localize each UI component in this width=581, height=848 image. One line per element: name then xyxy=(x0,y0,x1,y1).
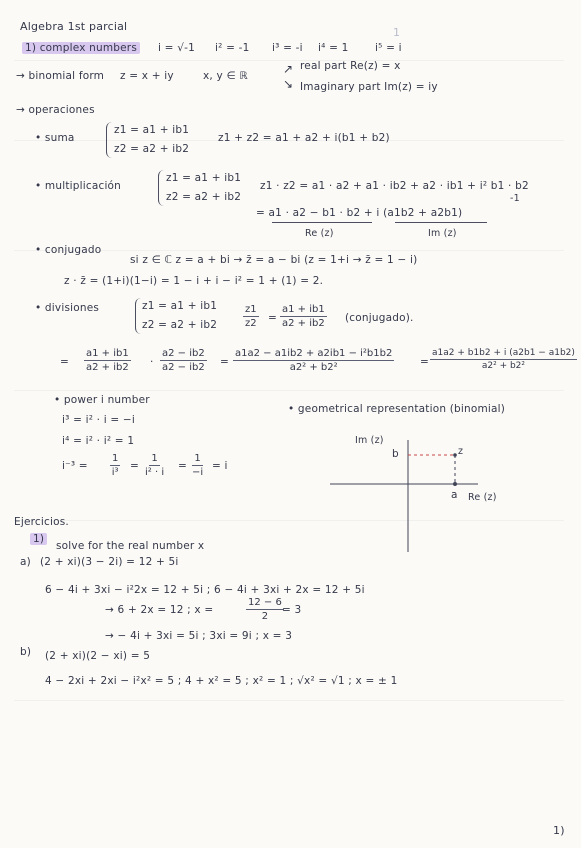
brace xyxy=(158,170,164,206)
ruled-line xyxy=(14,390,564,391)
binomial-label: → binomial form xyxy=(16,70,105,82)
fraction-numerator: 12 − 6 xyxy=(248,597,282,608)
fraction-numerator: 1 xyxy=(112,453,119,464)
mult-z1: z1 = a1 + ib1 xyxy=(166,172,242,184)
conjugate-example: z · z̄ = (1+i)(1−i) = 1 − i + i − i² = 1 + (1) = 2. xyxy=(64,275,324,287)
imaginary-axis-label: Im (z) xyxy=(355,435,384,446)
division-z2: z2 = a2 + ib2 xyxy=(142,319,218,331)
division-label: • divisiones xyxy=(35,302,100,314)
section-heading: 1) complex numbers xyxy=(22,42,140,54)
geometric-label: • geometrical representation (binomial) xyxy=(288,403,506,415)
item-b-label: b) xyxy=(20,646,32,658)
fraction-denominator: a2 − ib2 xyxy=(162,362,205,373)
b-label: b xyxy=(392,448,399,460)
equals: = xyxy=(130,460,139,472)
fraction-denominator: a2² + b2² xyxy=(289,362,338,373)
mult-line2: = a1 · a2 − b1 · b2 + i (a1b2 + a2b1) xyxy=(256,207,463,219)
power-i2: i² = -1 xyxy=(215,42,250,54)
item-b-step1: 4 − 2xi + 2xi − i²x² = 5 ; 4 + x² = 5 ; x² = 1 ; √x² = √1 ; x = ± 1 xyxy=(45,675,398,687)
fraction-denominator: z2 xyxy=(245,318,257,329)
brace xyxy=(135,298,141,334)
fraction-denominator: a2 + ib2 xyxy=(282,318,325,329)
exercise-statement: solve for the real number x xyxy=(56,540,205,552)
arrow-down: ↘ xyxy=(283,77,294,91)
i-fourth: i⁴ = i² · i² = 1 xyxy=(62,435,135,447)
exercise-number: 1) xyxy=(30,533,47,545)
mult-z2: z2 = a2 + ib2 xyxy=(166,191,242,203)
arrow-up: ↗ xyxy=(283,62,294,76)
power-i: i = √-1 xyxy=(158,42,195,54)
a-label: a xyxy=(451,489,458,501)
suma-result: z1 + z2 = a1 + a2 + i(b1 + b2) xyxy=(218,132,390,144)
power-fraction xyxy=(145,453,164,478)
item-b-equation: (2 + xi)(2 − xi) = 5 xyxy=(45,650,151,662)
ruled-line xyxy=(14,60,564,61)
exercises-label: Ejercicios. xyxy=(14,516,69,528)
division-fraction xyxy=(233,348,394,373)
fraction-denominator: a2² + b2² xyxy=(481,361,526,371)
item-a-equation: (2 + xi)(3 − 2i) = 12 + 5i xyxy=(40,556,179,568)
times: · xyxy=(150,356,154,368)
item-a-step2-result: = 3 xyxy=(282,604,302,616)
item-a-step1: 6 − 4i + 3xi − i²2x = 12 + 5i ; 6 − 4i + 3xi + 2x = 12 + 5i xyxy=(45,584,365,596)
division-note: (conjugado). xyxy=(345,312,414,324)
conjugate-label: • conjugado xyxy=(35,244,102,256)
item-a-step3: → − 4i + 3xi = 5i ; 3xi = 9i ; x = 3 xyxy=(105,630,293,642)
item-a-fraction xyxy=(246,597,284,622)
fraction-numerator: a1a2 + b1b2 + i (a2b1 − a1b2) xyxy=(432,348,575,358)
stamp-mark: 1 xyxy=(393,26,401,39)
fraction-denominator: −i xyxy=(192,467,204,478)
i-minus-three: i⁻³ = xyxy=(62,460,88,472)
mult-minus-one: -1 xyxy=(510,193,520,204)
division-fraction xyxy=(84,348,131,373)
power-fraction xyxy=(110,453,120,478)
page-number: 1) xyxy=(553,824,565,837)
page-title: Algebra 1st parcial xyxy=(20,20,128,33)
equals: = xyxy=(178,460,187,472)
division-fraction xyxy=(160,348,207,373)
power-fraction xyxy=(192,453,203,478)
power-result: = i xyxy=(212,460,228,472)
equals: = xyxy=(220,356,229,368)
binomial-formula: z = x + iy xyxy=(120,70,174,82)
equals: = xyxy=(268,312,277,324)
underline xyxy=(395,222,487,223)
division-z1: z1 = a1 + ib1 xyxy=(142,300,218,312)
fraction-denominator: i² · i xyxy=(145,467,165,478)
fraction-denominator: 2 xyxy=(261,611,269,622)
power-i4: i⁴ = 1 xyxy=(318,42,349,54)
power-i5: i⁵ = i xyxy=(375,42,402,54)
fraction-numerator: a1 + ib1 xyxy=(282,304,325,315)
equals: = xyxy=(60,356,69,368)
conjugate-definition: si z ∈ ℂ z = a + bi → z̄ = a − bi (z = 1+i → z̄ = 1 − i) xyxy=(130,254,418,266)
mult-line1: z1 · z2 = a1 · a2 + a1 · ib2 + a2 · ib1 + i² b1 · b2 xyxy=(260,180,529,192)
equals: = xyxy=(420,356,429,368)
brace xyxy=(106,122,112,158)
binomial-domain: x, y ∈ ℝ xyxy=(203,70,248,82)
fraction-numerator: 1 xyxy=(194,453,201,464)
power-i3: i³ = -i xyxy=(272,42,303,54)
suma-label: • suma xyxy=(35,132,75,144)
fraction-numerator: a2 − ib2 xyxy=(162,348,205,359)
powers-label: • power i number xyxy=(54,394,150,406)
real-axis-label: Re (z) xyxy=(468,492,497,503)
fraction-numerator: 1 xyxy=(151,453,158,464)
suma-z2: z2 = a2 + ib2 xyxy=(114,143,190,155)
item-a-label: a) xyxy=(20,556,31,568)
point-z xyxy=(453,453,457,457)
imaginary-part: Imaginary part Im(z) = iy xyxy=(300,81,438,93)
fraction-numerator: z1 xyxy=(245,304,257,315)
mult-label: • multiplicación xyxy=(35,180,122,192)
real-part-label: Re (z) xyxy=(305,228,334,239)
division-fraction xyxy=(280,304,327,329)
z-label: z xyxy=(458,446,464,457)
ruled-line xyxy=(14,700,564,701)
imag-part-label: Im (z) xyxy=(428,228,457,239)
fraction-denominator: i³ xyxy=(111,467,119,478)
suma-z1: z1 = a1 + ib1 xyxy=(114,124,190,136)
division-fraction xyxy=(430,348,577,371)
fraction-numerator: a1 + ib1 xyxy=(86,348,129,359)
underline xyxy=(272,222,372,223)
item-a-step2: → 6 + 2x = 12 ; x = xyxy=(105,604,214,616)
operations-label: → operaciones xyxy=(16,104,95,116)
point-a xyxy=(453,482,457,486)
fraction-numerator: a1a2 − a1ib2 + a2ib1 − i²b1b2 xyxy=(235,348,393,359)
real-part: real part Re(z) = x xyxy=(300,60,401,72)
i-cubed: i³ = i² · i = −i xyxy=(62,414,136,426)
fraction-denominator: a2 + ib2 xyxy=(86,362,129,373)
division-fraction xyxy=(243,304,259,329)
